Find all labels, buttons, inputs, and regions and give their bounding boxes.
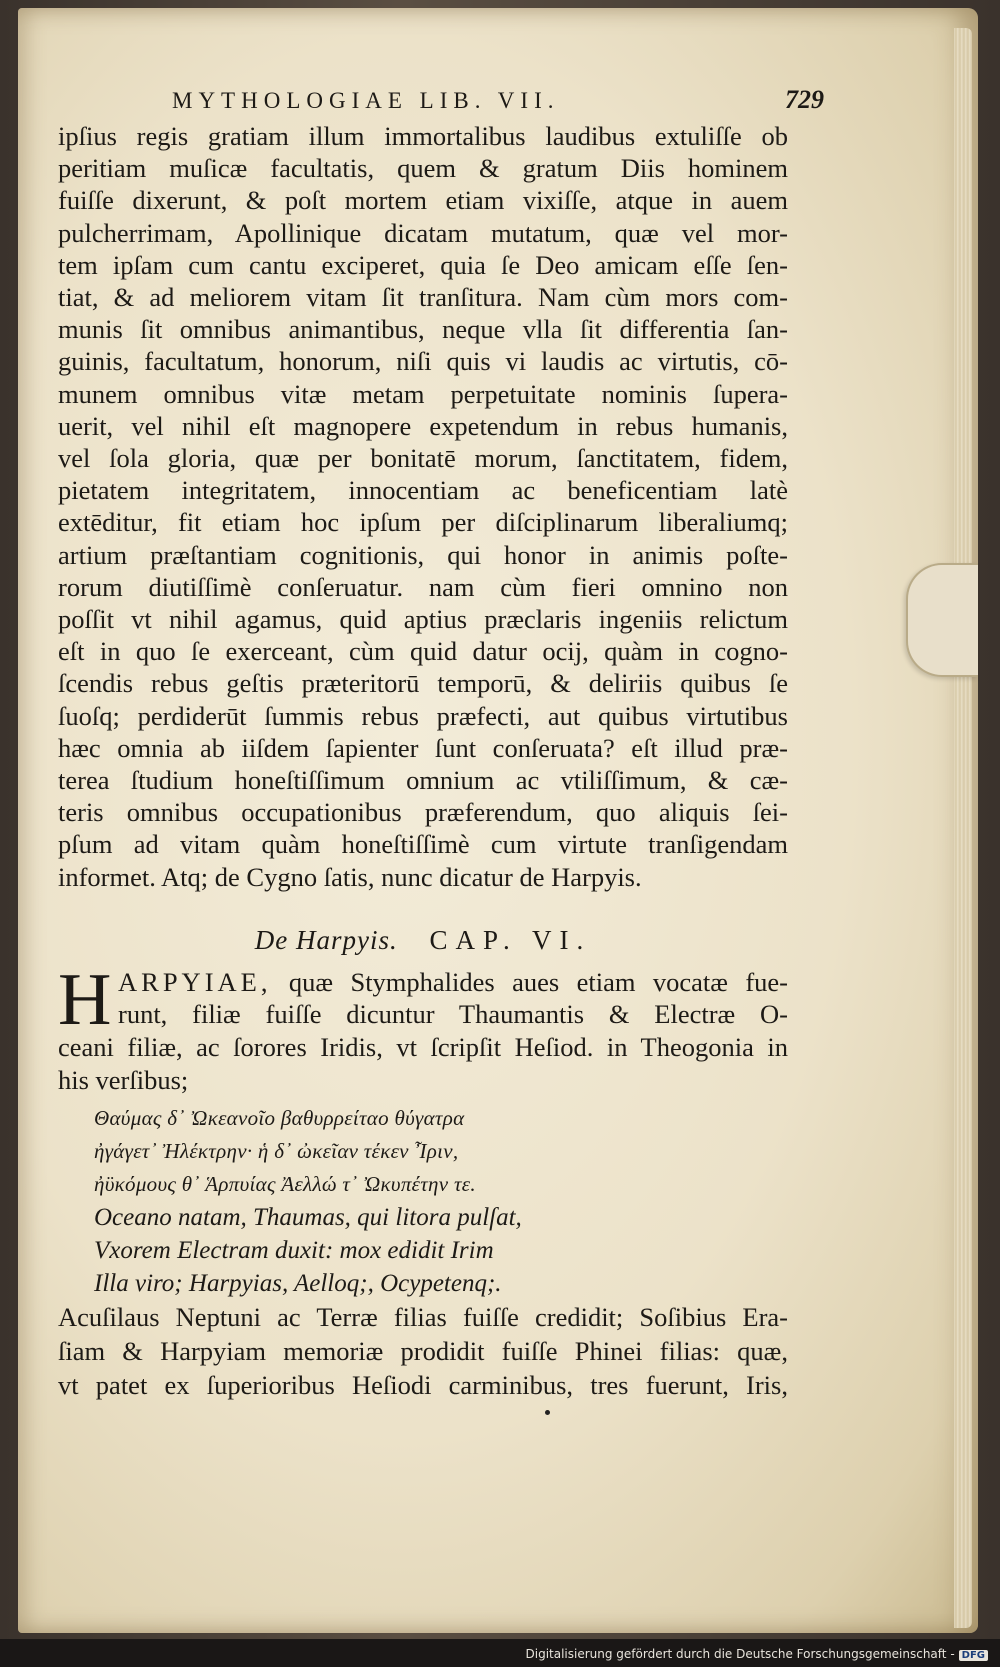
text-line: munis ſit omnibus animantibus, neque vlla ſit differentia ſan- xyxy=(58,314,788,345)
latin-verse-line: Illa viro; Harpyias, Aelloq;, Ocypetenq;. xyxy=(94,1270,502,1298)
page-edges xyxy=(954,28,972,1628)
text-line: runt, filiæ fuiſſe dicuntur Thaumantis & Electræ O- xyxy=(118,999,788,1030)
page-number: 729 xyxy=(785,85,824,114)
text-line: poſſit vt nihil agamus, quid aptius præclaris ingeniis relictum xyxy=(58,604,788,635)
running-title: MYTHOLOGIAE LIB. VII. xyxy=(172,88,560,113)
book-page xyxy=(18,8,978,1633)
lead-word: ARPYIAE, xyxy=(118,966,272,997)
text-line: pietatem integritatem, innocentiam ac beneficentiam latè xyxy=(58,475,788,506)
text-line: artium præſtantiam cognitionis, qui honor in animis poſte- xyxy=(58,539,788,570)
credit-text: Digitalisierung gefördert durch die Deutsche Forschungsgemeinschaft - xyxy=(525,1647,955,1661)
text-line: guinis, facultatum, honorum, niſi quis vi laudis ac virtutis, cō- xyxy=(58,346,788,377)
continuing-paragraph xyxy=(58,1300,788,1402)
text-line: his verſibus; xyxy=(58,1064,189,1095)
text-line: ſuoſq; perdiderūt ſummis rebus præfecti, aut quibus virtutibus xyxy=(58,700,788,731)
text-line: tiat, & ad meliorem vitam ſit tranſitura. Nam cùm mors com- xyxy=(58,282,788,313)
drop-cap: H xyxy=(58,958,112,1041)
text-line: pſum ad vitam quàm honeſtiſſimè cum virtute tranſigendam xyxy=(58,829,788,860)
text-line: pulcherrimam, Apollinique dicatam mutatum, quæ vel mor- xyxy=(58,217,788,248)
clasp-tab xyxy=(906,563,978,677)
text-line: ſcendis rebus geſtis præteritorū temporū, & deliriis quibus ſe xyxy=(58,668,788,699)
verse-block xyxy=(58,1102,788,1300)
text-line: terea ſtudium honeſtiſſimum omnium ac vtiliſſimum, & cæ- xyxy=(58,765,788,796)
text-line: peritiam muſicæ facultatis, quem & gratum Diis hominem xyxy=(58,153,788,184)
text-line: vel ſola gloria, quæ per bonitatē morum, ſanctitatem, fidem, xyxy=(58,443,788,474)
latin-verse-line: Oceano natam, Thaumas, qui litora pulſat, xyxy=(94,1204,522,1232)
text-line: ceani filiæ, ac ſorores Iridis, vt ſcripſit Heſiod. in Theogonia in xyxy=(58,1032,788,1063)
greek-verse-line: ἠγάγετ᾽ Ἠλέκτρην· ἡ δ᾽ ὠκεῖαν τέκεν Ἶριν, xyxy=(94,1139,459,1164)
dfg-logo: DFG xyxy=(959,1650,988,1661)
latin-verse-line: Vxorem Electram duxit: mox edidit Irim xyxy=(94,1237,494,1265)
body-text xyxy=(58,120,788,893)
text-line: extēditur, fit etiam hoc ipſum per diſciplinarum liberaliumq; xyxy=(58,507,788,538)
text-line: informet. Atq; de Cygno ſatis, nunc dicatur de Harpyis. xyxy=(58,861,642,892)
chapter-name: De Harpyis. xyxy=(254,924,398,955)
text-line: uerit, vel nihil eſt magnopere expetendum in rebus humanis, xyxy=(58,410,788,441)
text-line: Acuſilaus Neptuni ac Terræ filias fuiſſe credidit; Soſibius Era- xyxy=(58,1302,788,1333)
text-line: munem omnibus vitæ metam perpetuitate nominis ſupera- xyxy=(58,378,788,409)
text-line: teris omnibus occupationibus præferendum, quo aliquis ſei- xyxy=(58,797,788,828)
chapter-heading xyxy=(58,925,788,956)
text-line: fuiſſe dixerunt, & poſt mortem etiam vixiſſe, atque in auem xyxy=(58,185,788,216)
greek-verse-line: ἠϋκόμους θ᾽ Ἁρπυίας Ἀελλώ τ᾽ Ὠκυπέτην τε. xyxy=(94,1172,476,1197)
text-line: ſiam & Harpyiam memoriæ prodidit fuiſſe Phinei filias: quæ, xyxy=(58,1336,788,1367)
greek-verse-line: Θαύμας δ᾽ Ὠκεανοῖο βαθυρρείταο θύγατρα xyxy=(94,1106,465,1131)
text-fragment: quæ Stymphalides aues etiam vocatæ fue- xyxy=(288,966,789,997)
text-line: ipſius regis gratiam illum immortalibus laudibus extuliſſe ob xyxy=(58,121,788,151)
text-line: vt patet ex ſuperioribus Heſiodi carminibus, tres fuerunt, Iris, xyxy=(58,1370,788,1401)
chapter-number: CAP. VI. xyxy=(429,924,592,955)
text-line: tem ipſam cum cantu exciperet, quia ſe Deo amicam eſſe ſen- xyxy=(58,249,788,280)
text-line xyxy=(58,966,788,999)
digitization-credit xyxy=(526,1647,989,1661)
page-content xyxy=(58,68,824,1402)
text-line: rorum diutiſſimè conſeruatur. nam cùm fieri omnino non xyxy=(58,571,788,602)
footer-bar xyxy=(0,1639,1000,1667)
running-head xyxy=(58,68,824,118)
text-line: hæc omnia ab iiſdem ſapienter ſunt conſeruata? eſt illud præ- xyxy=(58,732,788,763)
chapter-opening-paragraph xyxy=(58,958,789,1096)
ink-speck xyxy=(545,1410,550,1415)
text-line: eſt in quo ſe exerceant, cùm quid datur ocij, quàm in cogno- xyxy=(58,636,788,667)
